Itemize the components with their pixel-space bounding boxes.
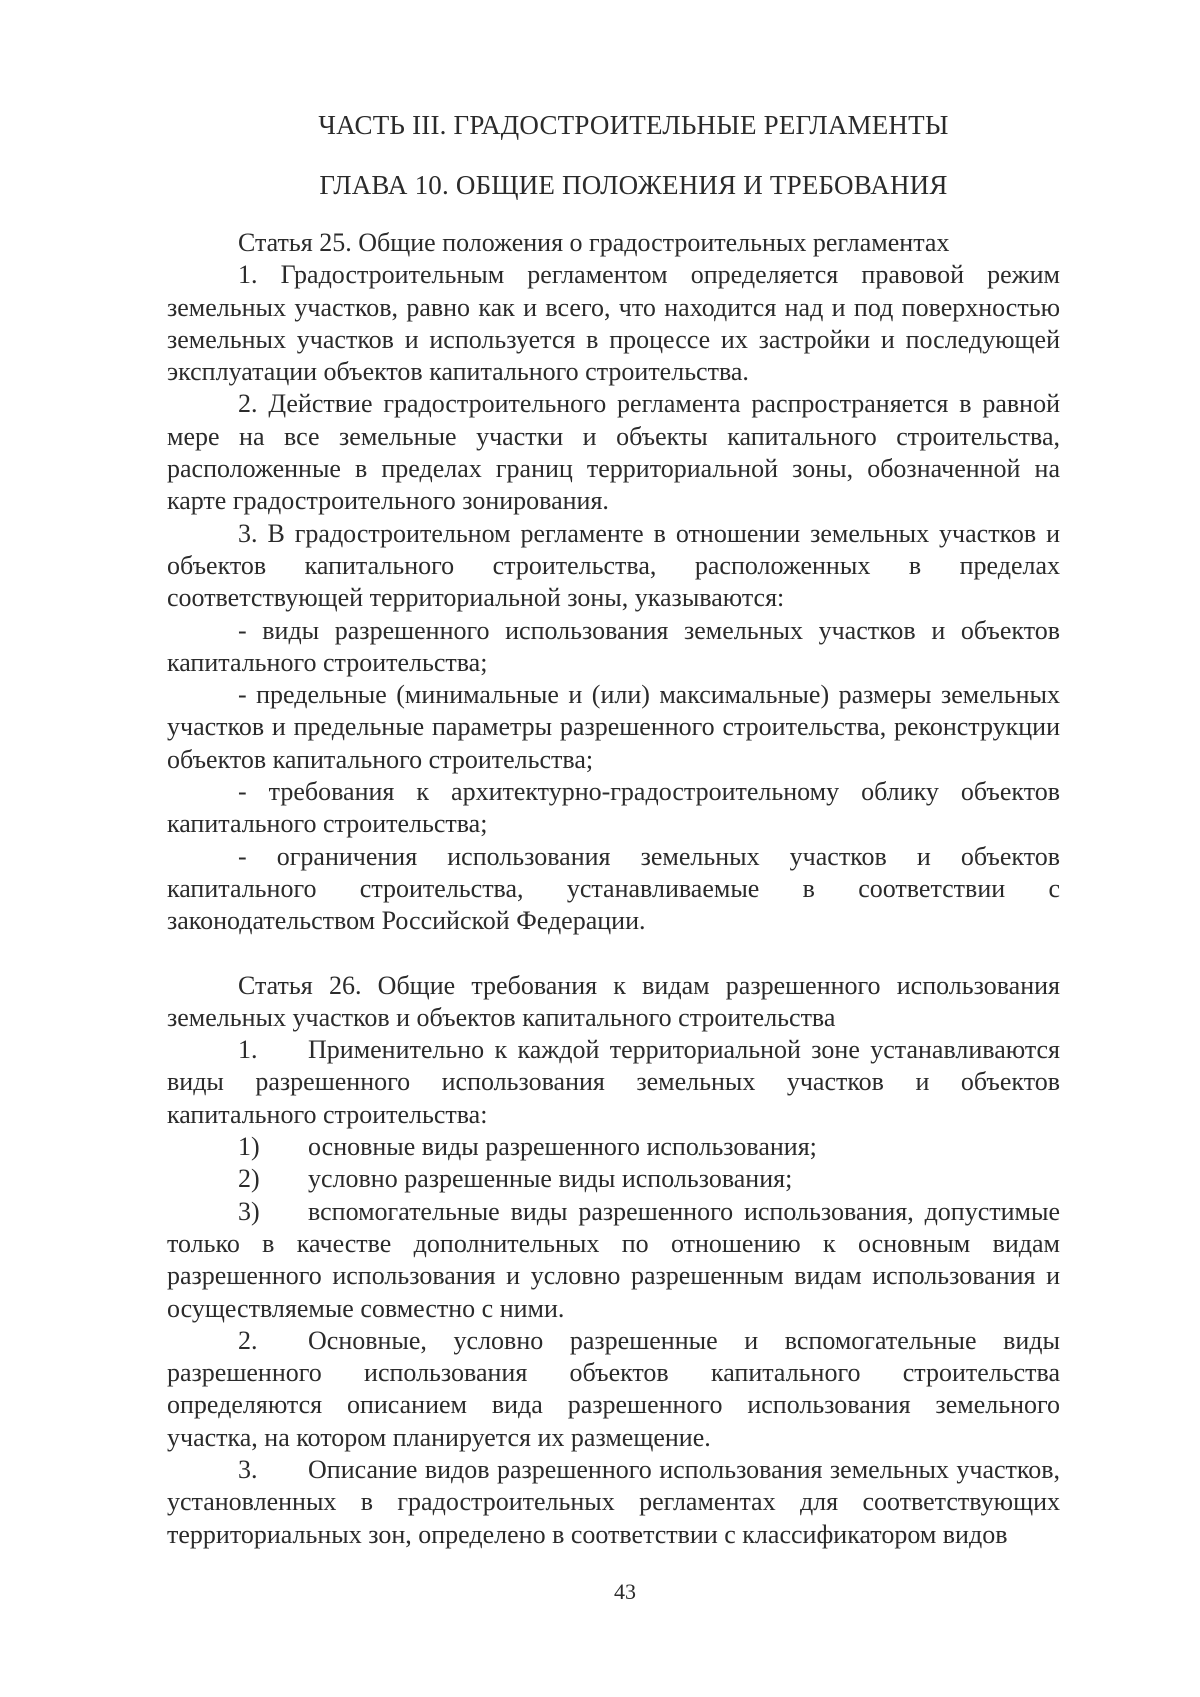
article-25-paragraph-3: 3. В градостроительном регламенте в отношении земельных участков и объектов капитального строительства, расположенных в пределах соответствующей территориальной зоны, указываются: [167,518,1060,613]
article-25-paragraph-2: 2. Действие градостроительного регламента распространяется в равной мере на все земельные участки и объекты капитального строительства, расположенные в пределах границ территориальной зоны, обозначенной на карте градостроительного зонирования. [167,389,1060,516]
item-number: 1) [238,1132,260,1162]
article-25-bullet-3: - требования к архитектурно-градостроительному облику объектов капитального строительства; [167,777,1060,839]
chapter-title: ГЛАВА 10. ОБЩИЕ ПОЛОЖЕНИЯ И ТРЕБОВАНИЯ [319,170,948,200]
article-26-paragraph-2 [167,1325,1060,1454]
item-number: 3. [238,1454,258,1484]
article-26-subitem-3 [167,1196,1060,1325]
article-26-subitem-1 [167,1131,1060,1163]
article-25-bullet-4: - ограничения использования земельных участков и объектов капитального строительства, устанавливаемые в соответствии с законодательством Российской Федерации. [167,841,1060,936]
item-number: 3) [238,1196,260,1226]
item-text: вспомогательные виды разрешенного использования, допустимые только в качестве дополнительных по отношению к основным видам разрешенного использования и условно разрешенным видам использования и осуществляемые совместно с ними. [167,1196,1060,1323]
article-26-paragraph-1 [167,1034,1060,1131]
item-text: Основные, условно разрешенные и вспомогательные виды разрешенного использования объектов капитального строительства определяются описанием вида разрешенного использования земельного участка, на котором планируется их размещение. [167,1325,1060,1452]
article-26-heading: Статья 26. Общие требования к видам разрешенного использования земельных участков и объектов капитального строительства [167,970,1060,1032]
section-gap [167,938,1060,970]
item-text: Применительно к каждой территориальной зоне устанавливаются виды разрешенного использования земельных участков и объектов капитального строительства: [167,1035,1060,1129]
part-title: ЧАСТЬ III. ГРАДОСТРОИТЕЛЬНЫЕ РЕГЛАМЕНТЫ [318,110,949,140]
article-25-bullet-2: - предельные (минимальные и (или) максимальные) размеры земельных участков и предельные параметры разрешенного строительства, реконструкции объектов капитального строительства; [167,680,1060,774]
item-number: 1. [238,1035,258,1065]
item-number: 2) [238,1164,260,1194]
article-25-heading: Статья 25. Общие положения о градостроительных регламентах [238,228,950,257]
article-26-paragraph-3 [167,1454,1060,1551]
item-text: Описание видов разрешенного использования земельных участков, установленных в градостроительных регламентах для соответствующих территориальных зон, определено в соответствии с классификатором видов [167,1454,1060,1549]
document-body [167,227,1060,1551]
article-25-paragraph-1: 1. Градостроительным регламентом определяется правовой режим земельных участков, равно как и всего, что находится над и под поверхностью земельных участков и используется в процессе их застройки и последующей эксплуатации объектов капитального строительства. [167,260,1060,387]
item-text: условно разрешенные виды использования; [308,1164,793,1194]
item-text: основные виды разрешенного использования; [308,1132,817,1162]
item-number: 2. [238,1325,258,1355]
article-26-subitem-2 [167,1163,1060,1195]
page-number: 43 [614,1579,636,1604]
article-25-bullet-1: - виды разрешенного использования земельных участков и объектов капитального строительства; [167,615,1060,677]
